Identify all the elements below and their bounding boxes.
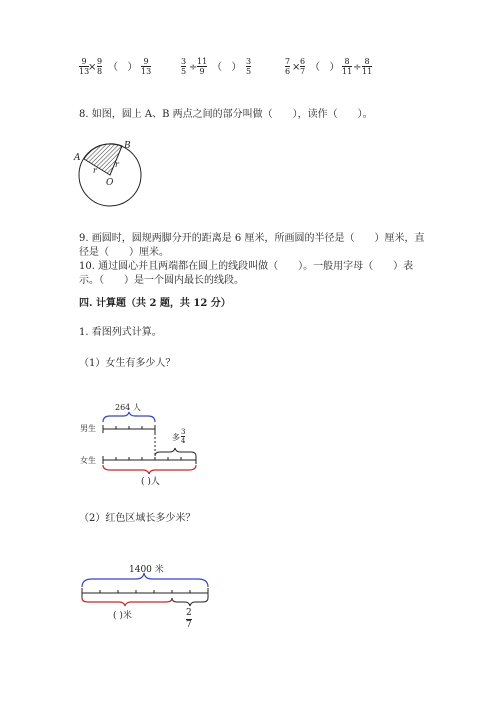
numerator: 11	[197, 57, 208, 66]
remaining-fraction	[186, 608, 192, 631]
radius-label-left: r	[93, 166, 97, 175]
divide-operator: ÷	[353, 62, 362, 73]
fraction-brace	[172, 598, 208, 606]
denominator: 13	[79, 67, 90, 76]
total-length-label: 1400 米	[129, 565, 164, 575]
denominator: 11	[362, 67, 373, 76]
denominator: 9	[199, 67, 205, 76]
numerator: 8	[344, 57, 350, 66]
numerator: 3	[181, 428, 186, 436]
total-length-brace	[82, 573, 208, 587]
numerator: 9	[97, 57, 103, 66]
point-a-label: A	[74, 153, 81, 163]
calc-question-2: （2）红色区域长多少米？	[79, 513, 196, 524]
denominator: 8	[97, 67, 103, 76]
red-region-brace	[82, 598, 172, 606]
answer-blank[interactable]: （ ）	[108, 62, 138, 73]
denominator: 11	[342, 67, 353, 76]
numerator: 3	[181, 57, 187, 66]
answer-blank[interactable]: （ ）	[212, 62, 242, 73]
denominator: 13	[141, 67, 152, 76]
point-b-label: B	[124, 141, 131, 151]
numerator: 7	[285, 57, 291, 66]
question-8-text: 8. 如图，圆上 A、B 两点之间的部分叫做（ ），读作（ ）。	[79, 109, 373, 120]
denominator: 7	[300, 67, 306, 76]
numerator: 3	[246, 57, 252, 66]
numerator: 2	[186, 608, 192, 618]
question-10-line2: 示。（ ）是一个圆内最长的线段。	[79, 275, 244, 286]
denominator: 5	[181, 67, 187, 76]
question-10-line1: 10. 通过圆心并且两端都在圆上的线段叫做（ ）。一般用字母（ ）表	[79, 261, 414, 272]
numerator: 9	[143, 57, 149, 66]
calc-question-1: （1）女生有多少人？	[79, 358, 176, 369]
boys-label: 男生	[80, 424, 96, 433]
calc-intro: 1. 看图列式计算。	[79, 327, 162, 338]
boys-total-label: 264 人	[115, 403, 141, 412]
more-label: 多	[172, 433, 180, 442]
answer-blank[interactable]: （ ）	[310, 62, 340, 73]
denominator: 5	[246, 67, 252, 76]
denominator: 6	[285, 67, 291, 76]
divide-operator: ÷	[189, 62, 198, 73]
question-9-line1: 9. 画圆时，圆规两脚分开的距离是 6 厘米，所画圆的半径是（ ）厘米，直	[79, 233, 425, 244]
girls-label: 女生	[80, 456, 96, 465]
girls-answer-blank[interactable]: ( )人	[141, 477, 160, 487]
numerator: 6	[300, 57, 306, 66]
denominator: 7	[186, 620, 192, 630]
question-9-line2: 径是（ ）厘米。	[79, 247, 169, 258]
red-length-answer-blank[interactable]: ( )米	[113, 611, 132, 621]
numerator: 8	[364, 57, 370, 66]
section-4-title: 四. 计算题（共 2 题，共 12 分）	[79, 298, 231, 309]
radius-label-right: r	[115, 160, 119, 169]
numerator: 9	[81, 57, 87, 66]
center-o-label: O	[106, 178, 114, 188]
denominator: 4	[181, 437, 186, 445]
times-operator: ×	[88, 62, 97, 73]
times-operator: ×	[292, 62, 301, 73]
